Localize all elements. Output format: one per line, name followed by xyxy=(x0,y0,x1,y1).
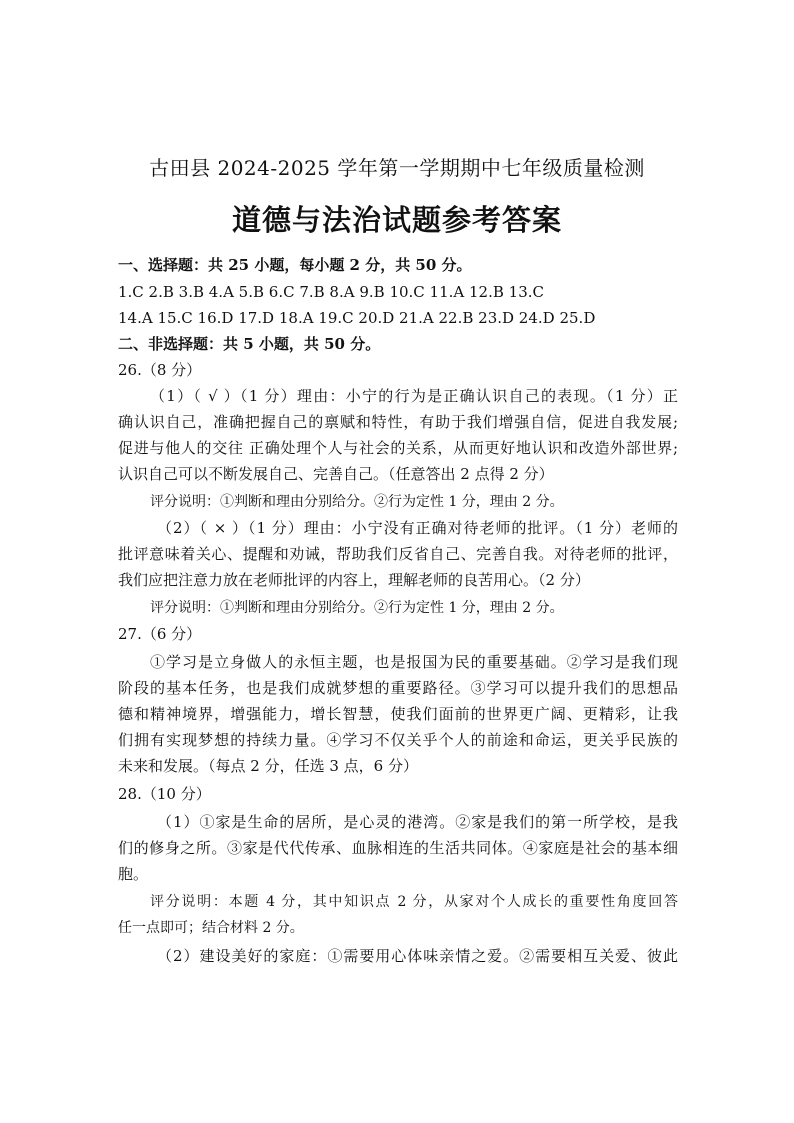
answer-line: 认识自己可以不断发展自己、完善自己。（任意答出 2 点得 2 分） xyxy=(118,465,554,483)
scoring-note: 评分说明：①判断和理由分别给分。②行为定性 1 分，理由 2 分。 xyxy=(150,494,564,510)
choice-answers-row-2: 14.A 15.C 16.D 17.D 18.A 19.C 20.D 21.A 22.B 23.D 24.D 25.D xyxy=(118,309,596,327)
scoring-note: 评分说明：①判断和理由分别给分。②行为定性 1 分，理由 2 分。 xyxy=(150,600,564,616)
choice-answers-row-1: 1.C 2.B 3.B 4.A 5.B 6.C 7.B 8.A 9.B 10.C 11.A 12.B 13.C xyxy=(118,283,544,301)
answer-line: 确认识自己，准确把握自己的禀赋和特性，有助于我们增强自信，促进自我发展; xyxy=(118,413,678,431)
answer-line: 批评意味着关心、提醒和劝诫，帮助我们反省自己、完善自我。对待老师的批评， xyxy=(118,545,678,563)
answer-line: 们拥有实现梦想的持续力量。④学习不仅关乎个人的前途和命运，更关乎民族的 xyxy=(118,731,678,749)
answer-line: 未来和发展。（每点 2 分，任选 3 点，6 分） xyxy=(118,757,418,775)
answer-line: 我们应把注意力放在老师批评的内容上，理解老师的良苦用心。（2 分） xyxy=(118,571,590,589)
answer-line: （1）①家是生命的居所，是心灵的港湾。②家是我们的第一所学校，是我 xyxy=(157,813,678,831)
answer-key-title: 道德与法治试题参考答案 xyxy=(231,203,562,237)
exam-title: 古田县 2024-2025 学年第一学期期中七年级质量检测 xyxy=(149,156,645,180)
section-heading-nonchoice: 二、非选择题：共 5 小题，共 50 分。 xyxy=(118,335,381,353)
answer-line: 德和精神境界，增强能力，增长智慧，使我们面前的世界更广阔、更精彩，让我 xyxy=(118,705,678,723)
question-26-heading: 26.（8 分） xyxy=(118,361,202,379)
answer-line: （1）（ √ ）（1 分）理由：小宁的行为是正确认识自己的表现。（1 分）正 xyxy=(150,387,678,405)
scoring-note: 任一点即可；结合材料 2 分。 xyxy=(118,920,304,936)
question-27-heading: 27.（6 分） xyxy=(118,625,202,643)
answer-line: （2）建设美好的家庭：①需要用心体味亲情之爱。②需要相互关爱、彼此 xyxy=(157,947,678,965)
answer-line: 胞。 xyxy=(118,865,149,883)
answer-line: 阶段的基本任务，也是我们成就梦想的重要路径。③学习可以提升我们的思想品 xyxy=(118,679,678,697)
answer-line: 们的修身之所。③家是代代传承、血脉相连的生活共同体。④家庭是社会的基本细 xyxy=(118,839,678,857)
scoring-note: 评分说明：本题 4 分，其中知识点 2 分，从家对个人成长的重要性角度回答 xyxy=(150,894,678,910)
answer-line: （2）（ × ）（1 分）理由：小宁没有正确对待老师的批评。（1 分）老师的 xyxy=(157,519,678,537)
question-28-heading: 28.（10 分） xyxy=(118,785,211,803)
section-heading-choice: 一、选择题：共 25 小题，每小题 2 分，共 50 分。 xyxy=(118,256,472,274)
answer-line: 促进与他人的交往 正确处理个人与社会的关系，从而更好地认识和改造外部世界; xyxy=(118,439,678,457)
answer-line: ①学习是立身做人的永恒主题，也是报国为民的重要基础。②学习是我们现 xyxy=(150,653,678,671)
